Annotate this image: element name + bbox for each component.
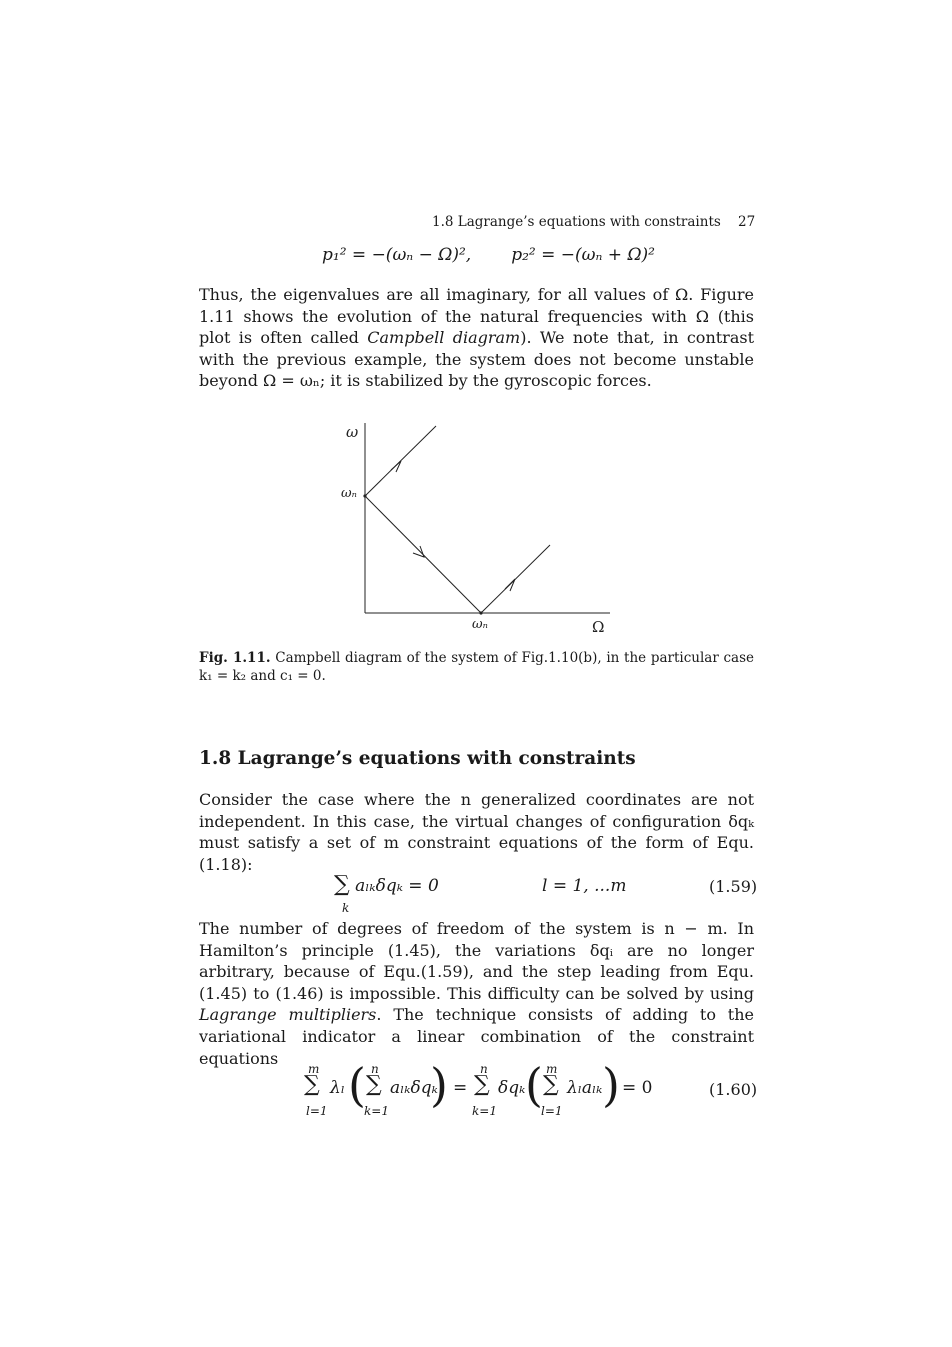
equation-1-60 — [300, 1058, 660, 1122]
lower-frequency-rising-line — [481, 545, 550, 613]
sum3-upper: n — [480, 1062, 488, 1076]
inner-term-1: aₗₖδqₖ — [390, 1078, 438, 1098]
equation-body: aₗₖδqₖ = 0 — [355, 876, 439, 896]
right-paren-2: ) — [602, 1058, 620, 1112]
caption-text: Campbell diagram of the system of Fig.1.10(b), in the particular case k₁ = k₂ and c₁ = 0. — [199, 650, 754, 684]
x-axis-label: Ω — [592, 618, 605, 636]
paragraph-constraints: Consider the case where the n generalized coordinates are not independent. In this case, the virtual changes of configuration δqₖ must satisfy a set of m constraint equations of the form of Equ.(1.18): — [199, 790, 754, 874]
y-tick-label: ωₙ — [341, 486, 357, 501]
equation-eigenvalue-p2: p₂² = −(ωₙ + Ω)² — [511, 245, 655, 265]
equation-condition: l = 1, ...m — [542, 876, 627, 896]
sum4-lower: l=1 — [541, 1104, 563, 1118]
equals-sign: = — [453, 1078, 468, 1098]
left-paren-1: ( — [348, 1058, 366, 1112]
equals-zero: = 0 — [622, 1078, 653, 1098]
arrow-descending-branch — [413, 546, 424, 557]
italic-term-lagrange-multipliers: Lagrange multipliers — [199, 1005, 377, 1025]
caption-label: Fig. 1.11. — [199, 650, 271, 666]
omega-n-point-y — [363, 494, 366, 497]
inner-term-2: λₗaₗₖ — [567, 1078, 603, 1098]
omega-n-point-x — [479, 611, 482, 614]
campbell-diagram-figure — [330, 415, 630, 640]
equation-eigenvalues — [322, 245, 655, 265]
sum3-lower: k=1 — [472, 1104, 497, 1118]
equation-number-1-60: (1.60) — [709, 1080, 758, 1099]
page-number: 27 — [738, 214, 756, 230]
sum3-symbol: ∑ — [474, 1072, 490, 1097]
paragraph-text: The number of degrees of freedom of the system is n − m. In Hamilton’s principle (1.45), the variations δqᵢ are no longer arbitrary, because of Equ.(1.59), and the step leading from Equ.(1.45) to (1.46) is impossible. This difficulty can be solved by using — [199, 919, 754, 1003]
paragraph-lagrange-multipliers — [199, 918, 754, 1069]
left-paren-2: ( — [525, 1058, 543, 1112]
sum1-symbol: ∑ — [304, 1072, 320, 1097]
paragraph-eigenvalues — [199, 284, 754, 392]
sum2-lower: k=1 — [364, 1104, 389, 1118]
figure-caption — [199, 649, 754, 685]
paragraph-text: . The technique consists of adding to the variational indicator a linear combination of the constraint equations — [199, 1005, 755, 1068]
sum-index: k — [342, 901, 350, 915]
sum1-lower: l=1 — [306, 1104, 328, 1118]
arrow-upper-branch — [391, 461, 401, 472]
paragraph-text: ). We note that, in contrast with the previous example, the system does not become unstable beyond Ω = ωₙ; it is stabilized by the gyroscopic forces. — [199, 328, 755, 391]
sum-symbol: ∑ — [334, 872, 350, 897]
equation-number: (1.59) — [709, 877, 758, 896]
sum1-upper: m — [308, 1062, 320, 1076]
section-heading: 1.8 Lagrange’s equations with constraints — [199, 748, 636, 769]
y-axis-label: ω — [346, 423, 359, 441]
right-paren-1: ) — [430, 1058, 448, 1112]
sum4-symbol: ∑ — [543, 1072, 559, 1097]
sum2-symbol: ∑ — [366, 1072, 382, 1097]
x-tick-label: ωₙ — [472, 617, 488, 632]
paragraph-text: Thus, the eigenvalues are all imaginary, for all values of Ω. Figure 1.11 shows the evolution of the natural frequencies with Ω (this plot is often called — [199, 285, 754, 348]
running-header-title: 1.8 Lagrange’s equations with constraints — [432, 214, 721, 230]
lambda-l: λₗ — [330, 1078, 345, 1098]
italic-term-campbell-diagram: Campbell diagram — [367, 328, 521, 348]
equation-eigenvalue-p1: p₁² = −(ωₙ − Ω)², — [322, 245, 472, 265]
sum4-upper: m — [546, 1062, 558, 1076]
equation-1-59 — [334, 872, 439, 897]
delta-q-k: δqₖ — [498, 1078, 526, 1098]
sum2-upper: n — [371, 1062, 379, 1076]
